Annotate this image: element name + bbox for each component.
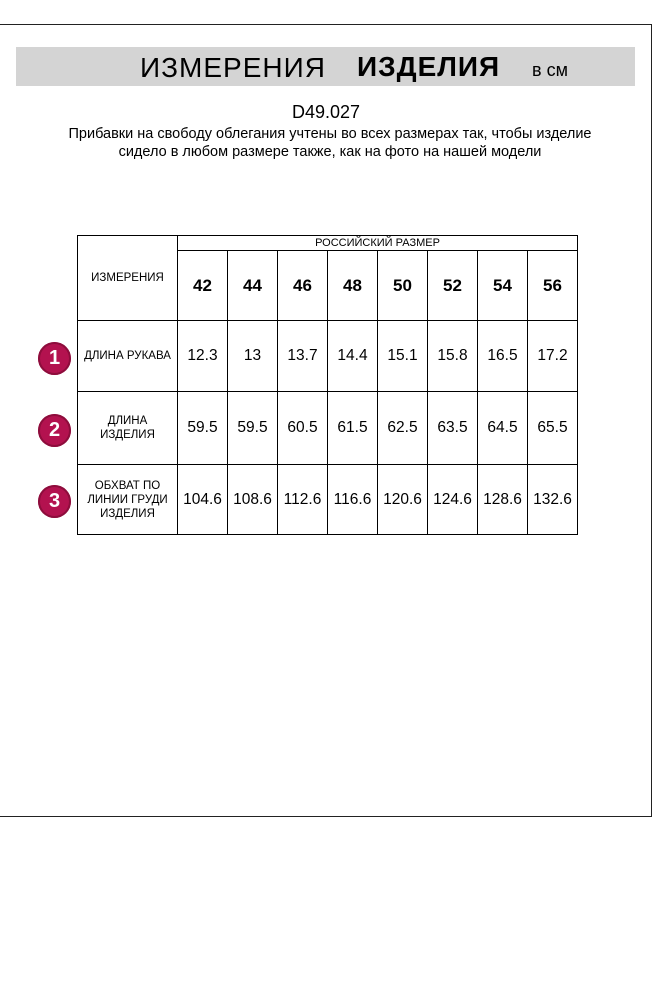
table-cell: 132.6 (528, 465, 578, 535)
table-cell: 65.5 (528, 392, 578, 465)
table-cell: 13 (228, 321, 278, 392)
table-cell: 62.5 (378, 392, 428, 465)
size-header: 42 (178, 251, 228, 321)
table-cell: 12.3 (178, 321, 228, 392)
header-title-measurements: ИЗМЕРЕНИЯ (140, 52, 326, 83)
size-header: 46 (278, 251, 328, 321)
size-header: 54 (478, 251, 528, 321)
table-cell: 63.5 (428, 392, 478, 465)
header-unit: в см (532, 60, 568, 80)
size-header: 50 (378, 251, 428, 321)
size-group-label: РОССИЙСКИЙ РАЗМЕР (178, 236, 578, 251)
row-number-badge-2: 2 (38, 414, 71, 447)
table-cell: 116.6 (328, 465, 378, 535)
table-cell: 16.5 (478, 321, 528, 392)
table-cell: 14.4 (328, 321, 378, 392)
row-label: ДЛИНА РУКАВА (78, 321, 178, 392)
table-cell: 61.5 (328, 392, 378, 465)
table-cell: 13.7 (278, 321, 328, 392)
table-cell: 120.6 (378, 465, 428, 535)
fit-note: Прибавки на свободу облегания учтены во всех размерах так, чтобы изделие сидело в любом размере также, как на фото на нашей модели (68, 126, 592, 160)
table-cell: 124.6 (428, 465, 478, 535)
table-row (78, 392, 578, 465)
size-header: 56 (528, 251, 578, 321)
header-title-product: ИЗДЕЛИЯ (357, 51, 501, 82)
table-cell: 15.1 (378, 321, 428, 392)
table-row (78, 465, 578, 535)
table-cell: 59.5 (228, 392, 278, 465)
row-number-badge-1: 1 (38, 342, 71, 375)
table-cell: 64.5 (478, 392, 528, 465)
table-cell: 15.8 (428, 321, 478, 392)
article-number: D49.027 (291, 102, 361, 122)
table-cell: 60.5 (278, 392, 328, 465)
table-cell: 17.2 (528, 321, 578, 392)
row-label: ОБХВАТ ПО ЛИНИИ ГРУДИ ИЗДЕЛИЯ (78, 465, 178, 535)
table-cell: 112.6 (278, 465, 328, 535)
size-header: 44 (228, 251, 278, 321)
table-cell: 104.6 (178, 465, 228, 535)
table-row (78, 321, 578, 392)
size-header: 52 (428, 251, 478, 321)
row-number-badge-3: 3 (38, 485, 71, 518)
table-cell: 128.6 (478, 465, 528, 535)
table-corner-label: ИЗМЕРЕНИЯ (78, 236, 178, 321)
row-label: ДЛИНА ИЗДЕЛИЯ (78, 392, 178, 465)
table-cell: 59.5 (178, 392, 228, 465)
table-cell: 108.6 (228, 465, 278, 535)
size-header: 48 (328, 251, 378, 321)
size-table (77, 235, 578, 535)
